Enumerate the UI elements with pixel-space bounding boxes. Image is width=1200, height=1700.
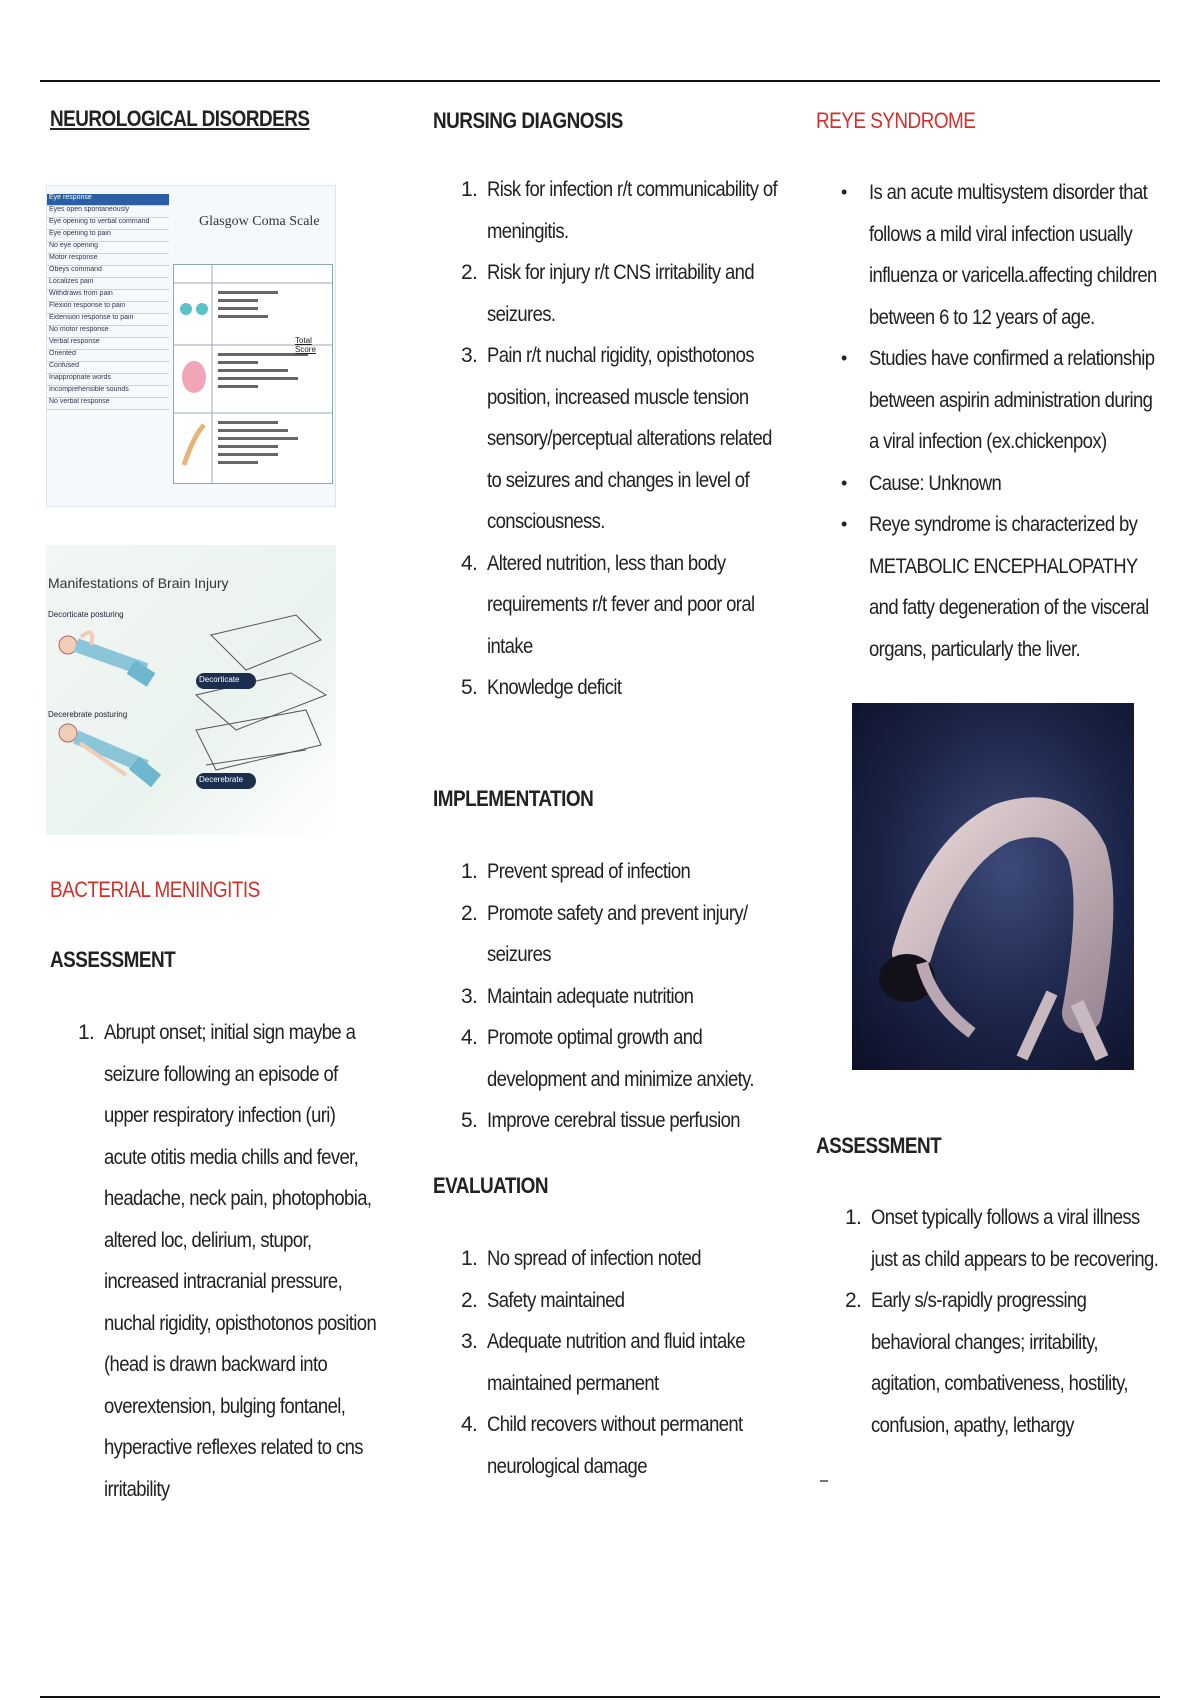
meningitis-assessment-list xyxy=(52,1012,382,1510)
implementation-heading: IMPLEMENTATION xyxy=(433,786,594,811)
list-item-text: Risk for infection r/t communicability of meningitis. xyxy=(487,178,778,243)
list-item-text: No spread of infection noted xyxy=(487,1247,701,1270)
gcs-illustration xyxy=(174,265,332,483)
gcs-table-row: Incomprehensible sounds xyxy=(47,386,169,398)
gcs-table-row: Confused xyxy=(47,362,169,374)
evaluation-list xyxy=(435,1238,785,1487)
list-item xyxy=(435,893,785,976)
list-number: 1. xyxy=(461,860,478,883)
list-item-text: Adequate nutrition and fluid intake maintained permanent xyxy=(487,1330,745,1395)
list-item-text: Child recovers without permanent neurological damage xyxy=(487,1413,743,1478)
gcs-table-row: Obeys command xyxy=(47,266,169,278)
list-item xyxy=(817,172,1167,338)
list-number: 3. xyxy=(461,984,478,1008)
list-item xyxy=(817,338,1167,463)
list-number: 4. xyxy=(461,1026,478,1049)
gcs-table-row: Eye opening to pain xyxy=(47,230,169,242)
gcs-table-row: Verbal response xyxy=(47,338,169,350)
stray-dash xyxy=(820,1480,828,1482)
gcs-table-row: Withdraws from pain xyxy=(47,290,169,302)
list-item-text: Improve cerebral tissue perfusion xyxy=(487,1109,740,1132)
list-item-text: Studies have confirmed a relationship between aspirin administration during a viral infection (ex.chickenpox) xyxy=(869,347,1155,453)
gcs-title: Glasgow Coma Scale xyxy=(199,214,320,229)
list-item xyxy=(435,1017,785,1100)
bullet-icon: • xyxy=(841,472,847,493)
list-item-text: Reye syndrome is characterized by METABOLIC ENCEPHALOPATHY and fatty degeneration of the visceral organs, particularly the liver. xyxy=(869,513,1149,661)
list-number: 3. xyxy=(461,344,478,367)
list-item xyxy=(817,504,1167,670)
evaluation-heading: EVALUATION xyxy=(433,1173,549,1198)
gcs-table-row: Flexion response to pain xyxy=(47,302,169,314)
list-item-text: Altered nutrition, less than body requirements r/t fever and poor oral intake xyxy=(487,551,755,658)
list-item-text: Promote safety and prevent injury/ seizures xyxy=(487,901,748,966)
list-item xyxy=(435,543,785,668)
list-item xyxy=(819,1197,1169,1280)
gcs-table-row: Oriented xyxy=(47,350,169,362)
gcs-table-row: Eye opening to verbal command xyxy=(47,218,169,230)
assessment-heading-meningitis: ASSESSMENT xyxy=(50,947,176,972)
bullet-icon: • xyxy=(841,182,847,202)
line-drawings xyxy=(196,615,326,770)
mouth-icon xyxy=(182,361,206,393)
list-item-text: Safety maintained xyxy=(487,1288,625,1312)
list-item-text: Promote optimal growth and development and minimize anxiety. xyxy=(487,1026,754,1091)
list-item xyxy=(435,335,785,543)
list-item-text: Pain r/t nuchal rigidity, opisthotonos position, increased muscle tension sensory/perceptual alterations related to seizures and changes in level of consciousness. xyxy=(487,344,772,533)
list-number: 2. xyxy=(461,901,478,925)
list-item xyxy=(435,169,785,252)
list-item-text: Maintain adequate nutrition xyxy=(487,984,694,1008)
gcs-table-row: No motor response xyxy=(47,326,169,338)
list-item xyxy=(435,1100,785,1142)
gcs-table-row: No eye opening xyxy=(47,242,169,254)
list-item xyxy=(435,1238,785,1280)
list-number: 3. xyxy=(461,1330,478,1353)
gcs-total-score: Total Score xyxy=(295,336,316,354)
implementation-list xyxy=(435,851,785,1142)
decerebrate-figure xyxy=(59,724,156,781)
eye-icon xyxy=(196,303,208,315)
list-item-text: Prevent spread of infection xyxy=(487,860,691,883)
list-item xyxy=(819,1280,1169,1446)
gcs-response-box xyxy=(173,264,333,484)
decorticate-figure xyxy=(59,633,151,681)
eye-icon xyxy=(180,303,192,315)
bottom-rule xyxy=(40,1696,1160,1698)
reye-syndrome-heading: REYE SYNDROME xyxy=(816,108,976,133)
top-rule xyxy=(40,80,1160,82)
opisthotonos-photo xyxy=(852,703,1134,1070)
list-number: 2. xyxy=(461,1288,478,1312)
list-number: 4. xyxy=(461,1413,478,1436)
photo-illustration xyxy=(852,703,1134,1070)
list-item xyxy=(435,976,785,1018)
list-number: 1. xyxy=(845,1206,862,1229)
list-number: 1. xyxy=(78,1021,95,1044)
bacterial-meningitis-heading: BACTERIAL MENINGITIS xyxy=(50,877,260,902)
arm-icon xyxy=(184,425,204,465)
nursing-diagnosis-heading: NURSING DIAGNOSIS xyxy=(433,108,623,133)
gcs-table-row: Motor response xyxy=(47,254,169,266)
decerebrate-badge: Decerebrate xyxy=(199,775,244,784)
list-item-text: Onset typically follows a viral illness just as child appears to be recovering. xyxy=(871,1206,1159,1271)
list-item xyxy=(435,1321,785,1404)
list-item-text: Risk for injury r/t CNS irritability and seizures. xyxy=(487,261,755,326)
brain-figure-caption: Manifestations of Brain Injury xyxy=(48,575,229,591)
list-item-text: Early s/s-rapidly progressing behavioral changes; irritability, agitation, combativeness, hostility, confusion, apathy, lethargy xyxy=(871,1289,1128,1437)
gcs-table-row: Inappropriate words xyxy=(47,374,169,386)
list-item-text: Abrupt onset; initial sign maybe a seizure following an episode of upper respiratory infection (uri) acute otitis media chills and fever, headache, neck pain, photophobia, altered loc, delirium, stupor, increased intracranial pressure, nuchal rigidity, opisthotonos position (head is drawn backward into overextension, bulging fontanel, hyperactive reflexes related to cns irritability xyxy=(104,1021,377,1501)
page-title: NEUROLOGICAL DISORDERS xyxy=(50,106,310,131)
nursing-diagnosis-list xyxy=(435,169,785,709)
reye-assessment-list xyxy=(819,1197,1169,1446)
list-item xyxy=(435,851,785,893)
assessment-heading-reye: ASSESSMENT xyxy=(816,1133,942,1158)
list-item xyxy=(817,463,1167,505)
glasgow-coma-scale-figure xyxy=(46,185,336,507)
list-item xyxy=(435,667,785,709)
list-number: 2. xyxy=(845,1289,862,1312)
list-number: 1. xyxy=(461,1247,478,1270)
gcs-table-row: Eyes open spontaneously xyxy=(47,206,169,218)
bullet-icon: • xyxy=(841,514,847,534)
list-item-text: Is an acute multisystem disorder that follows a mild viral infection usually influenza or varicella.affecting children between 6 to 12 years of age. xyxy=(869,181,1157,329)
list-number: 5. xyxy=(461,1109,478,1132)
gcs-table-row: Eye response xyxy=(47,194,169,206)
gcs-table-row: No verbal response xyxy=(47,398,169,410)
reye-bullet-list xyxy=(817,172,1167,670)
bullet-icon: • xyxy=(841,348,847,368)
list-item xyxy=(435,1404,785,1487)
list-item-text: Knowledge deficit xyxy=(487,676,622,699)
gcs-table xyxy=(47,194,169,410)
gcs-table-row: Extension response to pain xyxy=(47,314,169,326)
decorticate-label: Decorticate posturing xyxy=(48,610,124,619)
brain-injury-figure xyxy=(46,545,336,835)
list-number: 5. xyxy=(461,676,478,699)
posturing-illustration xyxy=(46,545,336,835)
gcs-table-row: Localizes pain xyxy=(47,278,169,290)
list-item xyxy=(52,1012,382,1510)
list-item xyxy=(435,252,785,335)
decorticate-badge: Decorticate xyxy=(199,675,240,684)
list-item-text: Cause: Unknown xyxy=(869,471,1002,495)
list-item xyxy=(435,1280,785,1322)
decerebrate-label: Decerebrate posturing xyxy=(48,710,128,719)
list-number: 1. xyxy=(461,178,478,201)
list-number: 4. xyxy=(461,551,478,575)
list-number: 2. xyxy=(461,261,478,284)
